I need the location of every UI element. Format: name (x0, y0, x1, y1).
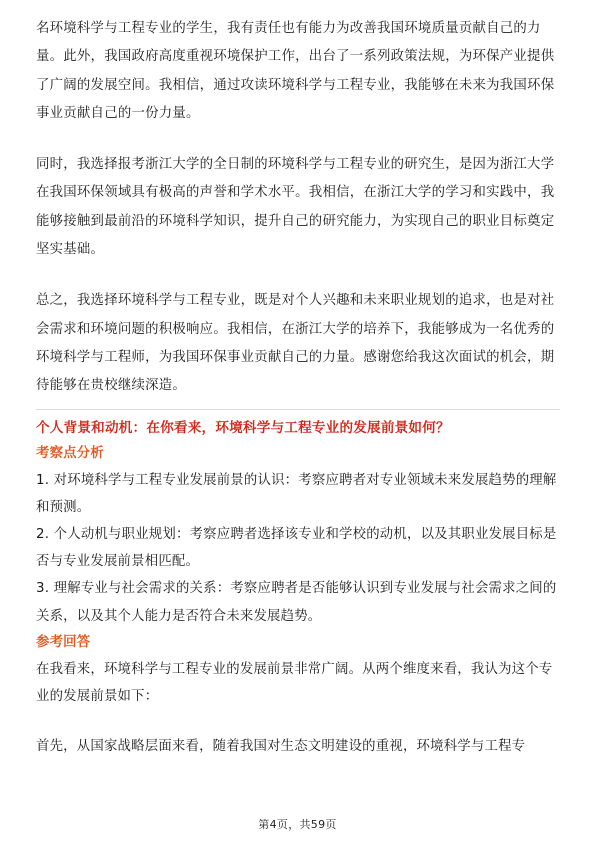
paragraph-spacer (36, 128, 560, 151)
page-content (36, 15, 560, 760)
interview-question: 个人背景和动机：在你看来，环境科学与工程专业的发展前景如何？ (36, 419, 450, 436)
paragraph-spacer (36, 264, 560, 287)
page-number: 第4页，共59页 (258, 818, 337, 831)
body-paragraph: 总之，我选择环境科学与工程专业，既是对个人兴趣和未来职业规划的追求，也是对社会需求和环境问题的积极响应。我相信，在浙江大学的培养下，我能够成为一名优秀的环境科学与工程师，为我国环保事业贡献自己的力量。感谢您给我这次面试的机会，期待能够在贵校继续深造。 (36, 293, 555, 394)
analysis-point: 1. 对环境科学与工程专业发展前景的认识：考察应聘者对专业领域未来发展趋势的理解和预测。 (36, 472, 557, 515)
paragraph-spacer (36, 710, 560, 733)
answer-heading: 参考回答 (36, 634, 91, 650)
answer-paragraph: 在我看来，环境科学与工程专业的发展前景非常广阔。从两个维度来看，我认为这个专业的发展前景如下： (36, 661, 553, 704)
section-divider (36, 409, 560, 410)
analysis-point: 2. 个人动机与职业规划：考察应聘者选择该专业和学校的动机，以及其职业发展目标是否与专业发展前景相匹配。 (36, 526, 557, 570)
answer-paragraph: 首先，从国家战略层面来看，随着我国对生态文明建设的重视，环境科学与工程专 (36, 739, 526, 755)
analysis-point: 3. 理解专业与社会需求的关系：考察应聘者是否能够认识到专业发展与社会需求之间的关系，以及其个人能力是否符合未来发展趋势。 (36, 581, 557, 624)
analysis-heading: 考察点分析 (36, 445, 104, 461)
body-paragraph: 同时，我选择报考浙江大学的全日制的环境科学与工程专业的研究生，是因为浙江大学在我国环保领域具有极高的声誉和学术水平。我相信，在浙江大学的学习和实践中，我能够接触到最前沿的环境科学知识，提升自己的研究能力，为实现自己的职业目标奠定坚实基础。 (36, 157, 555, 258)
body-paragraph: 名环境科学与工程专业的学生，我有责任也有能力为改善我国环境质量贡献自己的力量。此外，我国政府高度重视环境保护工作，出台了一系列政策法规，为环保产业提供了广阔的发展空间。我相信，通过攻读环境科学与工程专业，我能够在未来为我国环保事业贡献自己的一份力量。 (36, 21, 555, 121)
paragraph-spacer (36, 401, 560, 409)
